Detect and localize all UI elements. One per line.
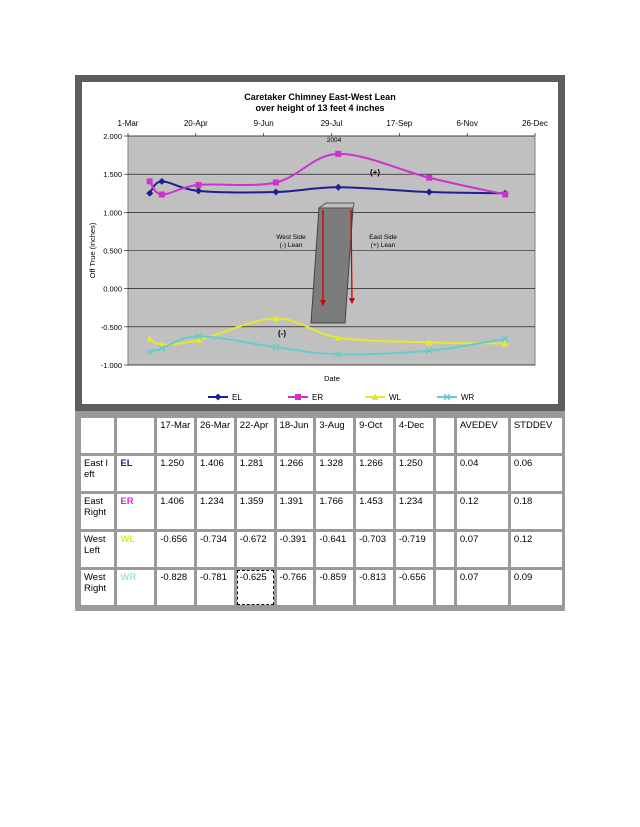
x-tick-label: 1-Mar (117, 119, 139, 128)
west-lean-label: (-) Lean (279, 242, 303, 249)
blank-cell (436, 570, 454, 605)
avedev-cell: 0.07 (457, 570, 508, 605)
avedev-cell: 0.07 (457, 532, 508, 567)
stddev-cell: 0.12 (511, 532, 562, 567)
point-er (335, 151, 341, 157)
column-header (81, 418, 114, 453)
column-header: 18-Jun (277, 418, 314, 453)
legend-label-wl: WL (389, 393, 401, 402)
data-cell: -0.813 (356, 570, 393, 605)
column-header: STDDEV (511, 418, 562, 453)
x-tick-label: 6-Nov (456, 119, 478, 128)
data-cell: -0.656 (396, 570, 433, 605)
row-side-label: East Right (81, 494, 114, 529)
table-row (81, 456, 562, 491)
column-header: 17-Mar (157, 418, 194, 453)
y-tick-label: 1.000 (103, 208, 122, 218)
legend-label-wr: WR (461, 393, 475, 402)
y-tick-label: 2.000 (103, 132, 122, 141)
row-series-code: WR (117, 570, 154, 605)
data-cell: -0.719 (396, 532, 433, 567)
data-cell: -0.391 (277, 532, 314, 567)
year-label: 2004 (326, 137, 342, 144)
table-row (81, 532, 562, 567)
data-cell: 1.391 (277, 494, 314, 529)
legend-label-el: EL (232, 393, 242, 402)
data-cell: 1.266 (356, 456, 393, 491)
east-lean-label: (+) Lean (370, 242, 396, 249)
stddev-cell: 0.06 (511, 456, 562, 491)
x-axis-label: Date (324, 374, 340, 383)
row-side-label: West Right (81, 570, 114, 605)
data-cell: 1.234 (396, 494, 433, 529)
table-row (81, 570, 562, 605)
data-cell: -0.828 (157, 570, 194, 605)
chart-title-line-1: Caretaker Chimney East-West Lean (244, 92, 396, 102)
point-er (147, 178, 153, 184)
data-cell: -0.656 (157, 532, 194, 567)
data-cell: 1.766 (316, 494, 353, 529)
column-header (117, 418, 154, 453)
column-header (436, 418, 454, 453)
y-tick-label: 0.500 (103, 246, 122, 256)
data-cell: 1.250 (157, 456, 194, 491)
data-cell: 1.406 (197, 456, 234, 491)
y-tick-label: -0.500 (100, 322, 122, 332)
stddev-cell: 0.09 (511, 570, 562, 605)
column-header: 26-Mar (197, 418, 234, 453)
x-tick-label: 26-Dec (522, 119, 548, 128)
west-side-label: West Side (276, 234, 306, 241)
selected-data-cell[interactable]: -0.625 (237, 570, 274, 605)
data-cell: -0.859 (316, 570, 353, 605)
x-tick-label: 9-Jun (253, 119, 274, 128)
x-tick-label: 20-Apr (183, 119, 208, 128)
column-header: 3-Aug (316, 418, 353, 453)
x-tick-label: 17-Sep (386, 119, 413, 128)
column-header: AVEDEV (457, 418, 508, 453)
row-series-code: ER (117, 494, 154, 529)
data-cell: 1.328 (316, 456, 353, 491)
x-tick-label: 29-Jul (320, 119, 343, 128)
y-axis-label: Off True (inches) (88, 222, 97, 279)
data-cell: 1.453 (356, 494, 393, 529)
chart-title-line-2: over height of 13 feet 4 inches (255, 103, 385, 113)
point-er (196, 182, 202, 188)
data-cell: -0.734 (197, 532, 234, 567)
data-table-frame (75, 411, 565, 611)
positive-lean-label: (+) (370, 168, 380, 177)
east-side-label: East Side (369, 234, 397, 241)
blank-cell (436, 494, 454, 529)
column-header: 4-Dec (396, 418, 433, 453)
row-series-code: EL (117, 456, 154, 491)
avedev-cell: 0.12 (457, 494, 508, 529)
point-er (502, 191, 508, 197)
negative-lean-label: (-) (278, 329, 286, 338)
data-cell: -0.703 (356, 532, 393, 567)
avedev-cell: 0.04 (457, 456, 508, 491)
data-cell: -0.781 (197, 570, 234, 605)
row-side-label: West Left (81, 532, 114, 567)
chimney-shape (311, 208, 353, 323)
chart-frame (75, 75, 565, 411)
lean-data-table (78, 415, 565, 608)
stddev-cell: 0.18 (511, 494, 562, 529)
column-header: 9-Oct (356, 418, 393, 453)
data-cell: 1.266 (277, 456, 314, 491)
data-cell: -0.672 (237, 532, 274, 567)
row-series-code: WL (117, 532, 154, 567)
chimney-top (319, 203, 354, 208)
legend-marker-er (295, 394, 301, 400)
lean-line-chart (75, 75, 565, 411)
y-tick-label: -1.000 (100, 361, 122, 370)
data-cell: 1.234 (197, 494, 234, 529)
data-cell: 1.250 (396, 456, 433, 491)
data-cell: 1.359 (237, 494, 274, 529)
table-row (81, 494, 562, 529)
legend-label-er: ER (312, 393, 324, 402)
data-cell: 1.281 (237, 456, 274, 491)
blank-cell (436, 456, 454, 491)
point-er (273, 179, 279, 185)
point-er (426, 175, 432, 181)
data-cell: -0.766 (277, 570, 314, 605)
blank-cell (436, 532, 454, 567)
data-cell: -0.641 (316, 532, 353, 567)
y-tick-label: 1.500 (103, 170, 122, 180)
column-header: 22-Apr (237, 418, 274, 453)
table-header-row (81, 418, 562, 453)
point-er (159, 191, 165, 197)
data-cell: 1.406 (157, 494, 194, 529)
row-side-label: East left (81, 456, 114, 491)
y-tick-label: 0.000 (103, 284, 122, 294)
